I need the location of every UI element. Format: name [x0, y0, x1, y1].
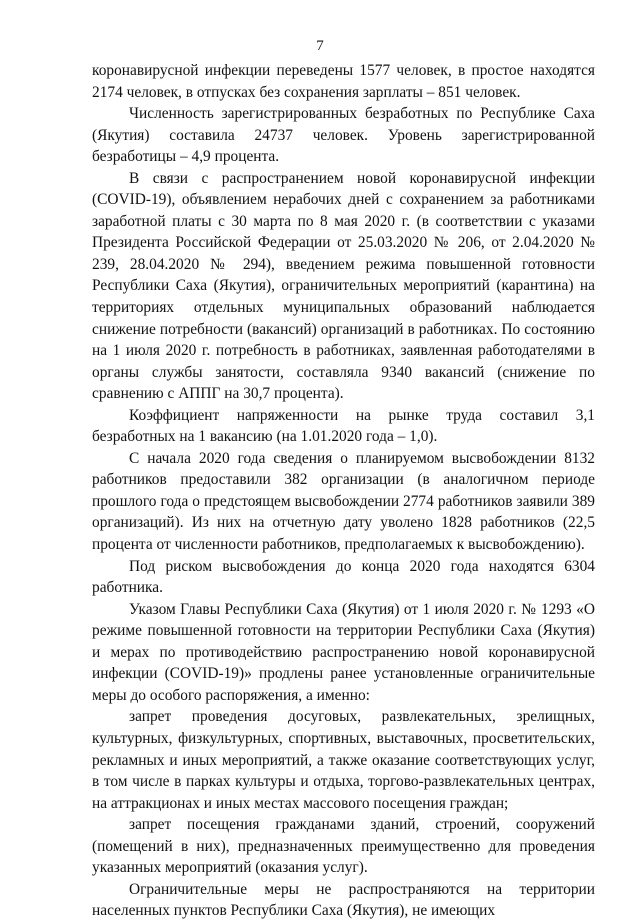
- paragraph-release-risk: Под риском высвобождения до конца 2020 года находятся 6304 работника.: [92, 557, 595, 597]
- paragraph-unemployed-count: Численность зарегистрированных безработных по Республике Саха (Якутия) составила 24737 человек. Уровень зарегистрированной безработицы – 4,9 процента.: [92, 105, 595, 166]
- paragraph-tension-coefficient: Коэффициент напряженности на рынке труда составил 3,1 безработных на 1 вакансию (на 1.01.2020 года – 1,0).: [92, 406, 595, 446]
- paragraph-ban-visits: запрет посещения гражданами зданий, строений, сооружений (помещений в них), предназначенных преимущественно для проведения указанных мероприятий (оказания услуг).: [92, 816, 595, 877]
- paragraph-covid-demand: В связи с распространением новой коронавирусной инфекции (COVID-19), объявлением нерабочих дней с сохранением за работниками заработной платы с 30 марта по 8 мая 2020 г. (в соответствии с указами Президента Российской Федерации от 25.03.2020 № 206, от 2.04.2020 № 239, 28.04.2020 № 294), введением режима повышенной готовности Республики Саха (Якутия), ограничительных мероприятий (карантина) на территориях отдельных муниципальных образований наблюдается снижение потребности (вакансий) организаций в работниках. По состоянию на 1 июля 2020 г. потребность в работниках, заявленная работодателями в органы службы занятости, составляла 9340 вакансий (снижение по сравнению с АППГ на 30,7 процента).: [92, 169, 595, 403]
- paragraph-planned-release: С начала 2020 года сведения о планируемом высвобождении 8132 работников предоставили 382 организации (в аналогичном периоде прошлого года о предстоящем высвобождении 2774 работников заявили 389 организаций). Из них на отчетную дату уволено 1828 работников (22,5 процента от численности работников, предполагаемых к высвобождению).: [92, 449, 595, 554]
- paragraph-decree: Указом Главы Республики Саха (Якутия) от 1 июля 2020 г. № 1293 «О режиме повышенной готовности на территории Республики Саха (Якутия) и мерах по противодействию распространению новой коронавирусной инфекции (COVID-19)» продлены ранее установленные ограничительные меры до особого распоряжения, а именно:: [92, 600, 595, 704]
- paragraph-furlough: коронавирусной инфекции переведены 1577 человек, в простое находятся 2174 человек, в отпусках без сохранения зарплаты – 851 человек.: [92, 62, 595, 101]
- paragraph-restrictions-exceptions: Ограничительные меры не распространяются на территории населенных пунктов Республики Саха (Якутия), не имеющих: [92, 880, 595, 920]
- document-body: [92, 60, 595, 922]
- paragraph-ban-events: запрет проведения досуговых, развлекательных, зрелищных, культурных, физкультурных, спортивных, выставочных, просветительских, рекламных и иных мероприятий, а также оказание соответствующих услуг, в том числе в парках культуры и отдыха, торгово-развлекательных центрах, на аттракционах и иных местах массового посещения граждан;: [92, 708, 595, 812]
- page-number: 7: [316, 38, 324, 54]
